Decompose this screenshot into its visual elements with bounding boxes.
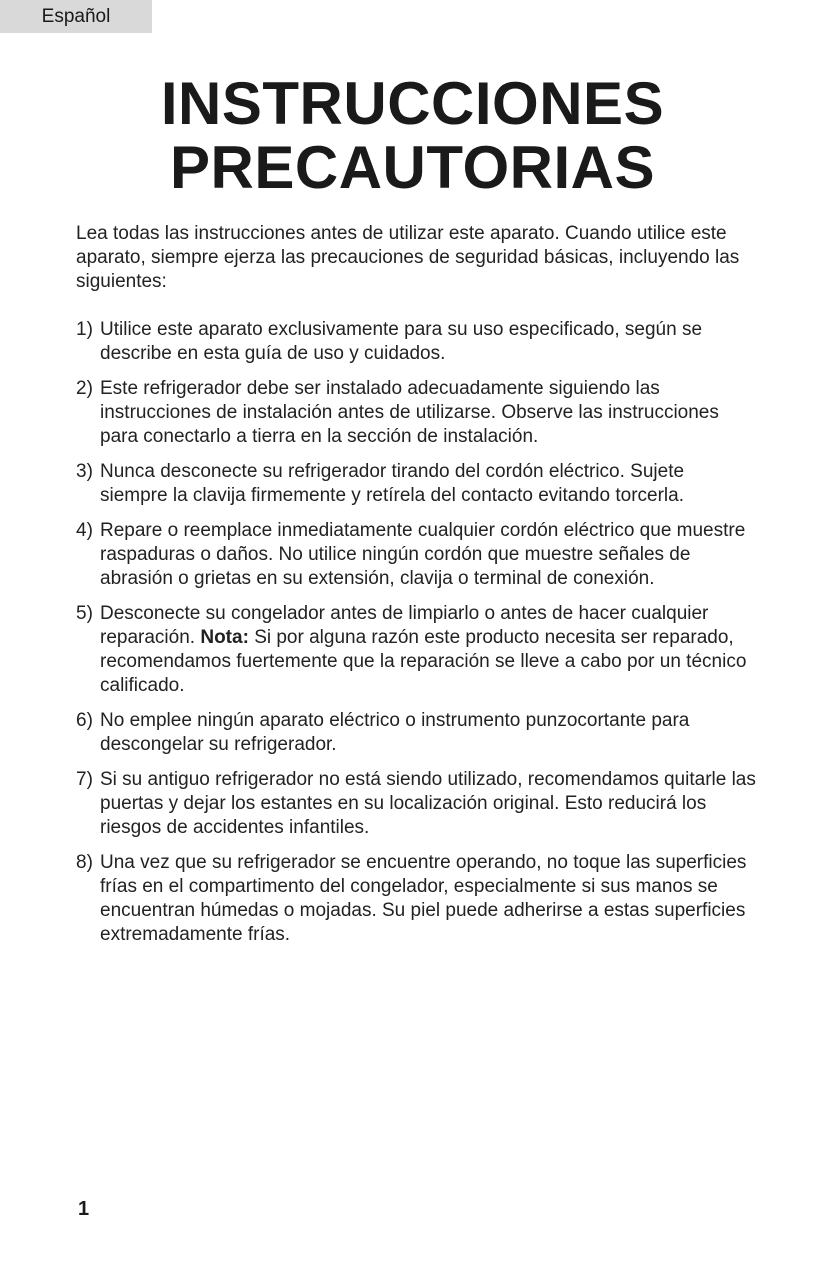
item-text: Utilice este aparato exclusivamente para su uso especificado, según se describe en esta guía de uso y cuidados. [100,319,703,364]
item-text: Una vez que su refrigerador se encuentre operando, no toque las superficies frías en el compartimento del congelador, especialmente si sus manos se encuentran húmedas o mojadas. Su piel puede adherirse a estas superficies extremadamente frías. [100,852,747,945]
list-item [76,377,756,449]
list-item [76,602,756,698]
item-number: 2) [76,378,93,399]
list-item [76,460,756,508]
list-item [76,768,756,840]
item-text: Este refrigerador debe ser instalado adecuadamente siguiendo las instrucciones de instalación antes de utilizarse. Observe las instrucciones para conectarlo a tierra en la sección de instalación. [100,378,719,447]
item-text-main: Desconecte su congelador antes de limpiarlo o antes de hacer cualquier reparación. [100,603,709,648]
item-text: Repare o reemplace inmediatamente cualquier cordón eléctrico que muestre raspaduras o daños. No utilice ningún cordón que muestre señales de abrasión o grietas en su extensión, clavija o terminal de conexión. [100,520,746,589]
note-text: Si por alguna razón este producto necesita ser reparado, recomendamos fuertemente que la reparación se lleve a cabo por un técnico calificado. [100,627,747,696]
list-item [76,318,756,366]
item-text: Si su antiguo refrigerador no está siendo utilizado, recomendamos quitarle las puertas y dejar los estantes en su localización original. Esto reducirá los riesgos de accidentes infantiles. [100,769,756,838]
precautions-list [76,318,756,958]
item-number: 5) [76,603,93,624]
list-item [76,519,756,591]
item-number: 7) [76,769,93,790]
list-item [76,851,756,947]
page-number: 1 [78,1198,90,1220]
note-label: Nota: [200,627,249,648]
item-number: 3) [76,461,93,482]
title-line-1: INSTRUCCIONES [160,70,665,137]
page-title [0,72,825,200]
item-number: 8) [76,852,93,873]
item-number: 4) [76,520,93,541]
intro-paragraph: Lea todas las instrucciones antes de utilizar este aparato. Cuando utilice este aparato, siempre ejerza las precauciones de seguridad básicas, incluyendo las siguientes: [76,223,740,292]
item-number: 6) [76,710,93,731]
item-text [100,602,756,698]
list-item [76,709,756,757]
item-text: Nunca desconecte su refrigerador tirando del cordón eléctrico. Sujete siempre la clavija firmemente y retírela del contacto evitando torcerla. [100,461,685,506]
item-text: No emplee ningún aparato eléctrico o instrumento punzocortante para descongelar su refrigerador. [100,710,690,755]
language-tab: Español [0,0,152,33]
item-number: 1) [76,319,93,340]
title-line-2: PRECAUTORIAS [170,134,655,201]
